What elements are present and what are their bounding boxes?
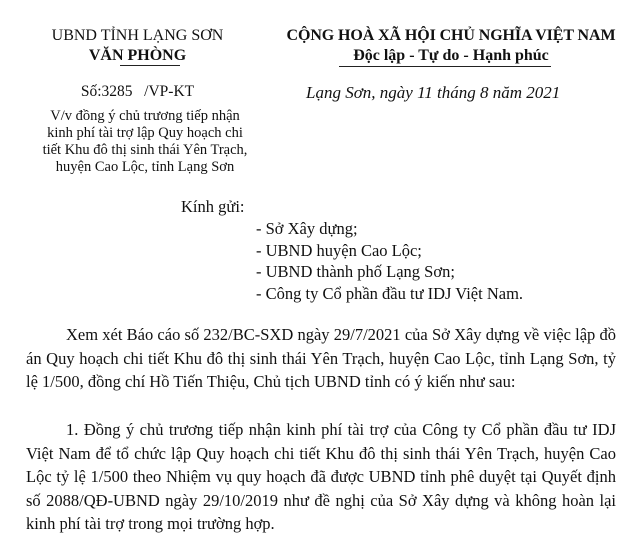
issuing-agency — [30, 26, 245, 66]
national-title: CỘNG HOÀ XÃ HỘI CHỦ NGHĨA VIỆT NAM — [286, 27, 616, 44]
recipients-label: Kính gửi: — [181, 197, 245, 216]
body-paragraph-item-1: 1. Đồng ý chủ trương tiếp nhận kinh phí tài trợ của Công ty Cổ phần đầu tư IDJ Việt Nam để tổ chức lập Quy hoạch chi tiết Khu đô thị sinh thái Yên Trạch, huyện Cao Lộc tỷ lệ 1/500 theo Nhiệm vụ quy hoạch đã được UBND tỉnh phê duyệt tại Quyết định số 2088/QĐ-UBND ngày 29/10/2019 như đề nghị của Sở Xây dựng và không hoàn lại kinh phí tài trợ trong mọi trường hợp. — [26, 420, 616, 533]
body-paragraph-intro: Xem xét Báo cáo số 232/BC-SXD ngày 29/7/2021 của Sở Xây dựng về việc lập đồ án Quy hoạch chi tiết Khu đô thị sinh thái Yên Trạch, huyện Cao Lộc, tỉnh Lạng Sơn, tỷ lệ 1/500, đồng chí Hồ Tiến Thiệu, Chủ tịch UBND tỉnh có ý kiến như sau: — [26, 325, 616, 391]
national-motto: Độc lập - Tự do - Hạnh phúc — [353, 47, 549, 64]
motto-underline — [339, 66, 551, 67]
recipient-item: - UBND huyện Cao Lộc; — [256, 240, 422, 260]
agency-name: VĂN PHÒNG — [88, 47, 187, 64]
agency-parent: UBND TỈNH LẠNG SƠN — [51, 27, 224, 44]
subject-line: tiết Khu đô thị sinh thái Yên Trạch, — [42, 142, 248, 158]
document-number: Số:3285 /VP-KT — [80, 83, 195, 100]
subject-line: huyện Cao Lộc, tỉnh Lạng Sơn — [55, 159, 235, 175]
recipient-item: - Sở Xây dựng; — [256, 219, 358, 238]
subject-line: kinh phí tài trợ lập Quy hoạch chi — [47, 125, 243, 141]
agency-underline — [120, 65, 180, 66]
national-header — [262, 26, 640, 66]
document-subject — [30, 108, 260, 176]
recipient-item: - UBND thành phố Lạng Sơn; — [256, 262, 455, 281]
recipients-list — [256, 218, 523, 304]
recipient-item: - Công ty Cổ phần đầu tư IDJ Việt Nam. — [256, 283, 524, 303]
subject-line: V/v đồng ý chủ trương tiếp nhận — [50, 108, 240, 124]
place-date: Lạng Sơn, ngày 11 tháng 8 năm 2021 — [306, 83, 561, 102]
